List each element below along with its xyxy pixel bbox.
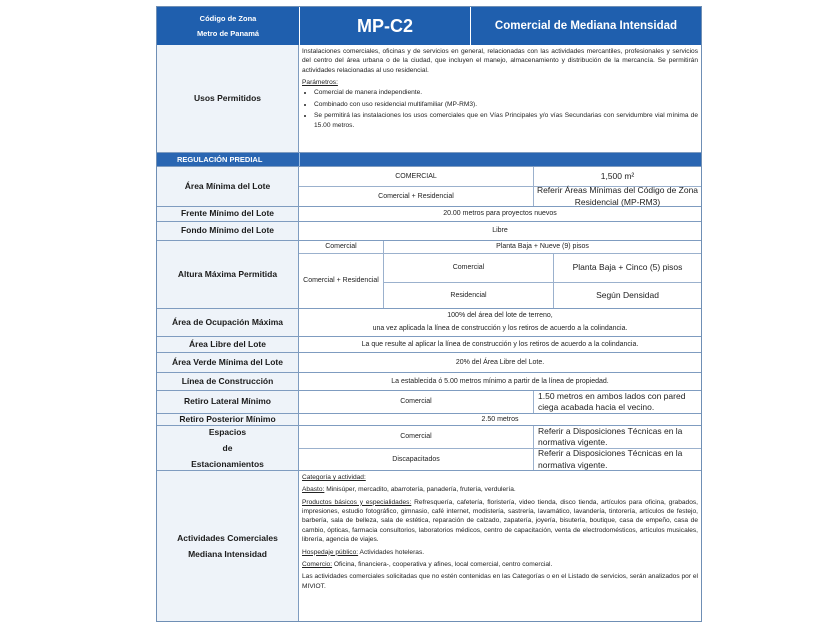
table-header — [157, 7, 701, 45]
usos-description: Instalaciones comerciales, oficinas y de servicios en general, relacionadas con las actividades mercantiles, profesionales y servicios del centro del área urbana o de la ciudad, que incluyen el manejo, almacenamiento y distribución de la mercancía. Se permitirán actividades relacionadas al uso residencial. — [302, 48, 698, 74]
altura-sub-residencial-value: Según Densidad — [553, 282, 701, 308]
label-actividades — [157, 471, 299, 621]
altura-sub-residencial: Residencial — [383, 282, 553, 308]
altura-values — [299, 241, 701, 308]
zone-code: MP-C2 — [299, 7, 471, 45]
row-actividades — [157, 471, 701, 621]
area-comercial-value: 1,500 m² — [533, 167, 701, 186]
label-frente: Frente Mínimo del Lote — [157, 207, 299, 221]
row-frente — [157, 207, 701, 222]
label-retiro-posterior: Retiro Posterior Mínimo — [157, 414, 299, 425]
retiro-lateral-values — [299, 391, 701, 413]
ocupacion-line1: 100% del área del lote de terreno, — [447, 311, 553, 319]
estacionamientos-values — [299, 426, 701, 470]
estac-discapacitados: Discapacitados — [299, 448, 533, 470]
hospedaje-text: Actividades hoteleras. — [358, 548, 425, 556]
label-estacionamientos — [157, 426, 299, 470]
estac-label-1: Espacios — [208, 426, 247, 437]
act-label-1: Actividades Comerciales — [177, 532, 278, 543]
estac-label-2: de — [222, 442, 233, 453]
area-cr-label: Comercial + Residencial — [299, 186, 533, 206]
productos-title: Productos básicos y especialidades: — [302, 498, 412, 506]
abasto-title: Abasto: — [302, 486, 325, 494]
frente-value: 20.00 metros para proyectos nuevos — [443, 210, 557, 218]
row-altura — [157, 241, 701, 309]
ocupacion-values — [299, 309, 701, 336]
estac-label-3: Estacionamientos — [191, 459, 264, 470]
row-ocupacion — [157, 309, 701, 337]
list-item: • Se permitirá las instalaciones los usos comerciales que en Vías Principales y/o vías Secundarias con servidumbre vial mínima de 15.00 metros. — [314, 111, 698, 130]
zoning-table — [156, 6, 702, 622]
row-estacionamientos — [157, 426, 701, 471]
retiro-posterior-value: 2.50 metros — [481, 415, 519, 423]
label-area-minima: Área Mínima del Lote — [157, 167, 299, 206]
list-item: • Comercial de manera independiente. — [314, 88, 698, 97]
zone-code-label — [157, 7, 299, 45]
label-altura: Altura Máxima Permitida — [157, 241, 299, 308]
row-retiro-lateral — [157, 391, 701, 414]
nota-paragraph: Las actividades comerciales solicitadas que no estén contenidas en las Categorías o en el Listado de servicios, serán analizados por el MIVIOT. — [302, 573, 698, 590]
zone-label-line1: Código de Zona — [199, 14, 257, 23]
label-fondo: Fondo Mínimo del Lote — [157, 222, 299, 240]
label-linea: Línea de Construcción — [157, 373, 299, 390]
productos-text: Refresquería, cafetería, floristería, video tienda, disco tienda, artículos para oficina, grabados, impresiones, estudio fotográfico, gimnasio, café internet, modistería, sastrería, lavamático, lavandería, tintorería, artículos de festejo, barbería, sala de belleza, sala de estética, reparación de calzado, zapatería, joyería, bisutería, boutique, casa de empeño, casa de cambio, ópticas, farmacia consultorios, laboratorios médicos, centro de capacitación, venta de electrodomésticos, artículos musicales, librería, agencia de viajes. — [302, 498, 698, 544]
label-area-verde: Área Verde Mínima del Lote — [157, 353, 299, 372]
estac-discapacitados-value: Referir a Disposiciones Técnicas en la normativa vigente. — [533, 448, 701, 470]
label-area-libre: Área Libre del Lote — [157, 337, 299, 352]
abasto-paragraph — [302, 485, 698, 494]
altura-comercial-value: Planta Baja + Nueve (9) pisos — [383, 241, 701, 253]
altura-cr-label: Comercial + Residencial — [299, 253, 383, 308]
comercio-text: Oficina, financiera-, cooperativa y afines, local comercial, centro comercial. — [332, 560, 553, 568]
section-divider — [299, 153, 300, 166]
zone-name: Comercial de Mediana Intensidad — [494, 20, 678, 32]
section-bar — [157, 153, 701, 167]
row-area-libre — [157, 337, 701, 353]
area-libre-value: La que resulte al aplicar la línea de construcción y los retiros de acuerdo a la colindancia. — [361, 340, 639, 348]
area-cr-value: Referir Áreas Mínimas del Código de Zona Residencial (MP-RM3) — [533, 186, 701, 206]
act-label-2: Mediana Intensidad — [188, 549, 267, 559]
linea-value: La establecida ó 5.00 metros mínimo a partir de la línea de propiedad. — [391, 377, 609, 385]
usos-text — [299, 45, 701, 152]
hospedaje-title: Hospedaje público: — [302, 548, 359, 556]
list-item: • Combinado con uso residencial multifamiliar (MP-RM3). — [314, 100, 698, 109]
estac-comercial: Comercial — [400, 433, 432, 441]
abasto-text: Minisúper, mercadito, abarrotería, panadería, frutería, verdulería. — [324, 486, 516, 494]
row-linea — [157, 373, 701, 391]
row-fondo — [157, 222, 701, 241]
section-title: REGULACIÓN PREDIAL — [177, 155, 263, 164]
estac-comercial-value: Referir a Disposiciones Técnicas en la normativa vigente. — [533, 426, 701, 448]
retiro-lateral-left: Comercial — [400, 398, 432, 406]
retiro-lateral-right: 1.50 metros en ambos lados con pared ciega acabada hacia el vecino. — [533, 391, 701, 413]
hospedaje-paragraph — [302, 548, 698, 557]
zone-label-line2: Metro de Panamá — [196, 29, 260, 38]
area-comercial-label: COMERCIAL — [395, 172, 437, 180]
params-list — [302, 88, 698, 129]
altura-sub-comercial-value: Planta Baja + Cinco (5) pisos — [553, 253, 701, 282]
area-verde-value: 20% del Área Libre del Lote. — [455, 358, 545, 366]
cat-title: Categoría y actividad: — [302, 474, 366, 481]
row-area-minima — [157, 167, 701, 207]
altura-comercial-label: Comercial — [325, 243, 357, 251]
comercio-title: Comercio: — [302, 560, 333, 568]
area-minima-values — [299, 167, 701, 206]
actividades-text — [299, 471, 701, 621]
comercio-paragraph — [302, 560, 698, 569]
params-title: Parámetros: — [302, 79, 338, 87]
label-usos-permitidos: Usos Permitidos — [157, 45, 299, 152]
ocupacion-line2: una vez aplicada la línea de construcción y los retiros de acuerdo a la colindancia. — [372, 325, 628, 333]
row-usos-permitidos — [157, 45, 701, 153]
fondo-value: Libre — [492, 227, 508, 235]
label-ocupacion: Área de Ocupación Máxima — [157, 309, 299, 336]
label-retiro-lateral: Retiro Lateral Mínimo — [157, 391, 299, 413]
row-area-verde — [157, 353, 701, 373]
productos-paragraph — [302, 498, 698, 545]
altura-sub-comercial: Comercial — [383, 253, 553, 282]
